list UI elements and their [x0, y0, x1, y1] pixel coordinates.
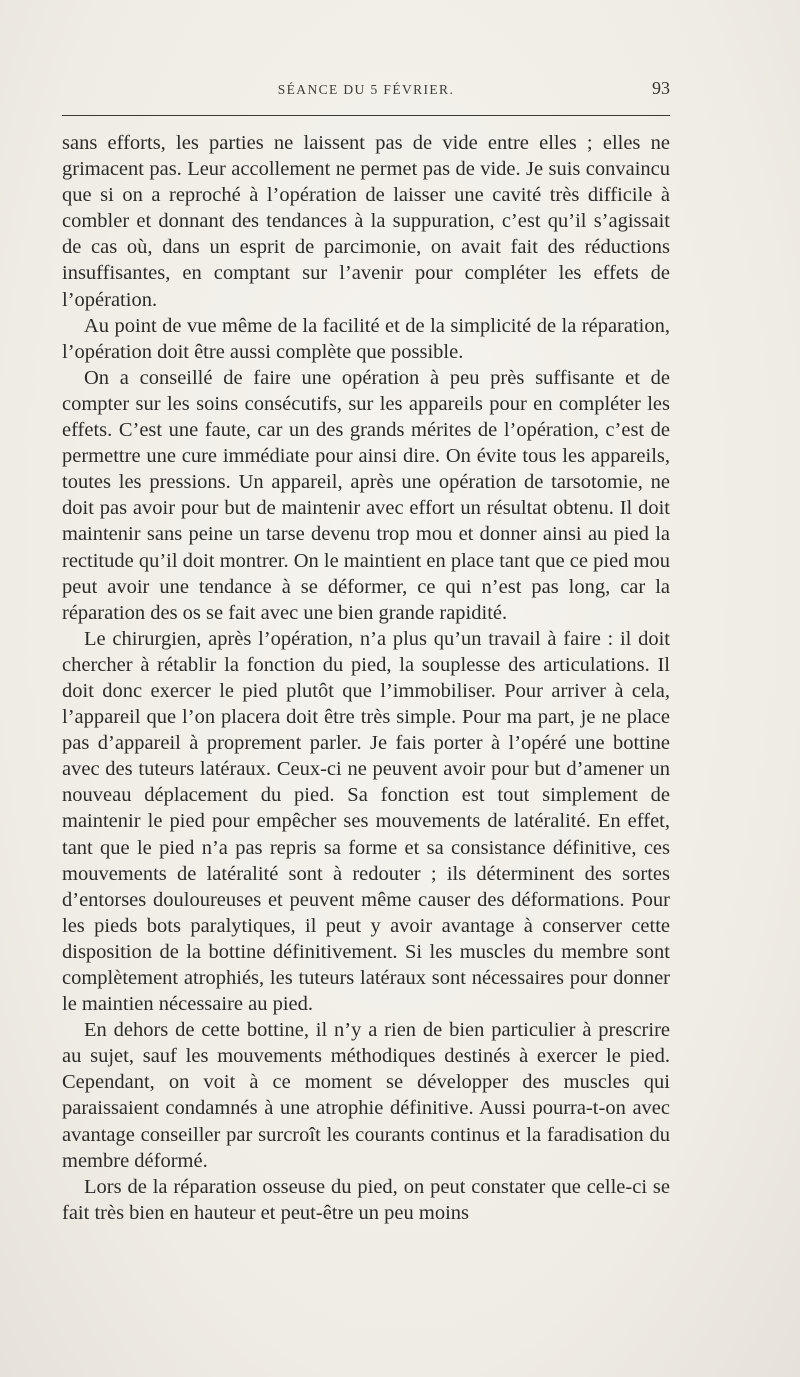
paragraph: Lors de la réparation osseuse du pied, on peut constater que celle-ci se fait très bien en hauteur et peut-être un peu moins [62, 1175, 670, 1224]
page-number: 93 [652, 78, 670, 98]
body-text [62, 130, 670, 1226]
page-header [62, 74, 670, 104]
paragraph: sans efforts, les parties ne laissent pas de vide entre elles ; elles ne grimacent pas. Leur accollement ne permet pas de vide. Je suis convaincu que si on a reproché à l’opération de laisser une cavité très difficile à combler et donnant des tendances à la suppuration, c’est qu’il s’agissait de cas où, dans un esprit de parcimonie, on avait fait des réductions insuffisantes, en comptant sur l’avenir pour compléter les effets de l’opération. [62, 132, 670, 311]
paragraph: En dehors de cette bottine, il n’y a rien de bien particulier à prescrire au sujet, sauf les mouvements méthodiques destinés à exercer le pied. Cependant, on voit à ce moment se développer des muscles qui paraissaient condamnés à une atrophie définitive. Aussi pourra-t-on avec avantage conseiller par surcroît les courants continus et la faradisation du membre déformé. [62, 1019, 670, 1172]
running-title: SÉANCE DU 5 FÉVRIER. [277, 82, 455, 97]
header-rule [62, 115, 670, 116]
paragraph: On a conseillé de faire une opération à peu près suffisante et de compter sur les soins consécutifs, sur les appareils pour en compléter les effets. C’est une faute, car un des grands mérites de l’opération, c’est de permettre une cure immédiate pour ainsi dire. On évite tous les appareils, toutes les pressions. Un appareil, après une opération de tarsotomie, ne doit pas avoir pour but de maintenir avec effort un résultat obtenu. Il doit maintenir sans peine un tarse devenu trop mou et donner ainsi au pied la rectitude qu’il doit montrer. On le maintient en place tant que ce pied mou peut avoir une tendance à se déformer, ce qui n’est pas long, car la réparation des os se fait avec une bien grande rapidité. [62, 366, 670, 624]
paragraph: Le chirurgien, après l’opération, n’a plus qu’un travail à faire : il doit chercher à rétablir la fonction du pied, la souplesse des articulations. Il doit donc exercer le pied plutôt que l’immobiliser. Pour arriver à cela, l’appareil que l’on placera doit être très simple. Pour ma part, je ne place pas d’appareil à proprement parler. Je fais porter à l’opéré une bottine avec des tuteurs latéraux. Ceux-ci ne peuvent avoir pour but d’amener un nouveau déplacement du pied. Sa fonction est tout simplement de maintenir le pied pour empêcher ses mouvements de latéralité. En effet, tant que le pied n’a pas repris sa forme et sa consistance définitive, ces mouvements de latéralité sont à redouter ; ils déterminent des sortes d’entorses douloureuses et peuvent même causer des déformations. Pour les pieds bots paralytiques, il peut y avoir avantage à conserver cette disposition de la bottine définitivement. Si les muscles du membre sont complètement atrophiés, les tuteurs latéraux sont nécessaires pour donner le maintien nécessaire au pied. [62, 627, 670, 1016]
paragraph: Au point de vue même de la facilité et de la simplicité de la réparation, l’opération doit être aussi complète que possible. [62, 314, 670, 363]
